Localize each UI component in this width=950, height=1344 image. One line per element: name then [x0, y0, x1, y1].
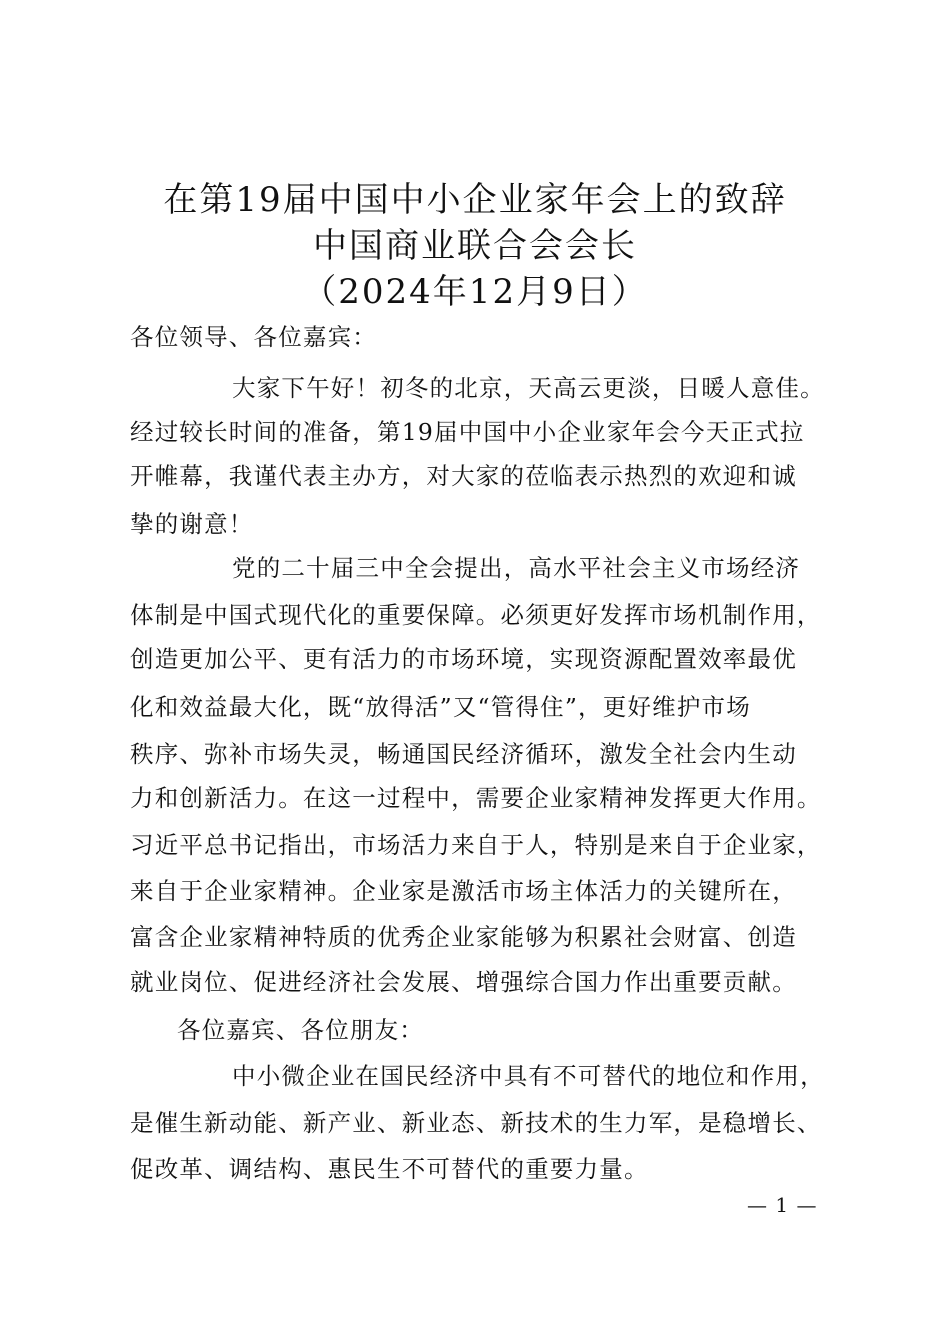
- paragraph-line: 经过较长时间的准备，第19届中国中小企业家年会今天正式拉: [130, 418, 805, 446]
- paragraph-line: 习近平总书记指出，市场活力来自于人，特别是来自于企业家，: [130, 831, 822, 859]
- speaker-title: 中国商业联合会会长: [313, 226, 637, 266]
- paragraph-line: 创造更加公平、更有活力的市场环境，实现资源配置效率最优: [130, 645, 797, 673]
- paragraph-line: 党的二十届三中全会提出，高水平社会主义市场经济: [232, 554, 801, 582]
- paragraph-line: 体制是中国式现代化的重要保障。必须更好发挥市场机制作用，: [130, 601, 822, 629]
- paragraph-line: 秩序、弥补市场失灵，畅通国民经济循环，激发全社会内生动: [130, 740, 797, 768]
- paragraph-line: 开帷幕，我谨代表主办方，对大家的莅临表示热烈的欢迎和诚: [130, 462, 797, 490]
- paragraph-line: 是催生新动能、新产业、新业态、新技术的生力军，是稳增长、: [130, 1109, 822, 1137]
- paragraph-line: 力和创新活力。在这一过程中，需要企业家精神发挥更大作用。: [130, 784, 822, 812]
- salutation-2: 各位嘉宾、各位朋友：: [177, 1016, 424, 1044]
- paragraph-line: 挚的谢意！: [130, 510, 254, 538]
- page-number: — 1 —: [747, 1193, 818, 1217]
- paragraph-line: 来自于企业家精神。企业家是激活市场主体活力的关键所在，: [130, 877, 797, 905]
- paragraph-line: 大家下午好！初冬的北京，天高云更淡，日暖人意佳。: [232, 374, 825, 402]
- paragraph-line: 中小微企业在国民经济中具有不可替代的地位和作用，: [232, 1062, 825, 1090]
- salutation: 各位领导、各位嘉宾：: [130, 323, 377, 351]
- paragraph-line: 促改革、调结构、惠民生不可替代的重要力量。: [130, 1155, 649, 1183]
- paragraph-line: 化和效益最大化，既“放得活”又“管得住”，更好维护市场: [130, 693, 751, 721]
- paragraph-line: 富含企业家精神特质的优秀企业家能够为积累社会财富、创造: [130, 923, 797, 951]
- speech-date: （2024年12月9日）: [302, 272, 648, 312]
- paragraph-line: 就业岗位、促进经济社会发展、增强综合国力作出重要贡献。: [130, 968, 797, 996]
- speech-title: 在第19届中国中小企业家年会上的致辞: [163, 180, 787, 220]
